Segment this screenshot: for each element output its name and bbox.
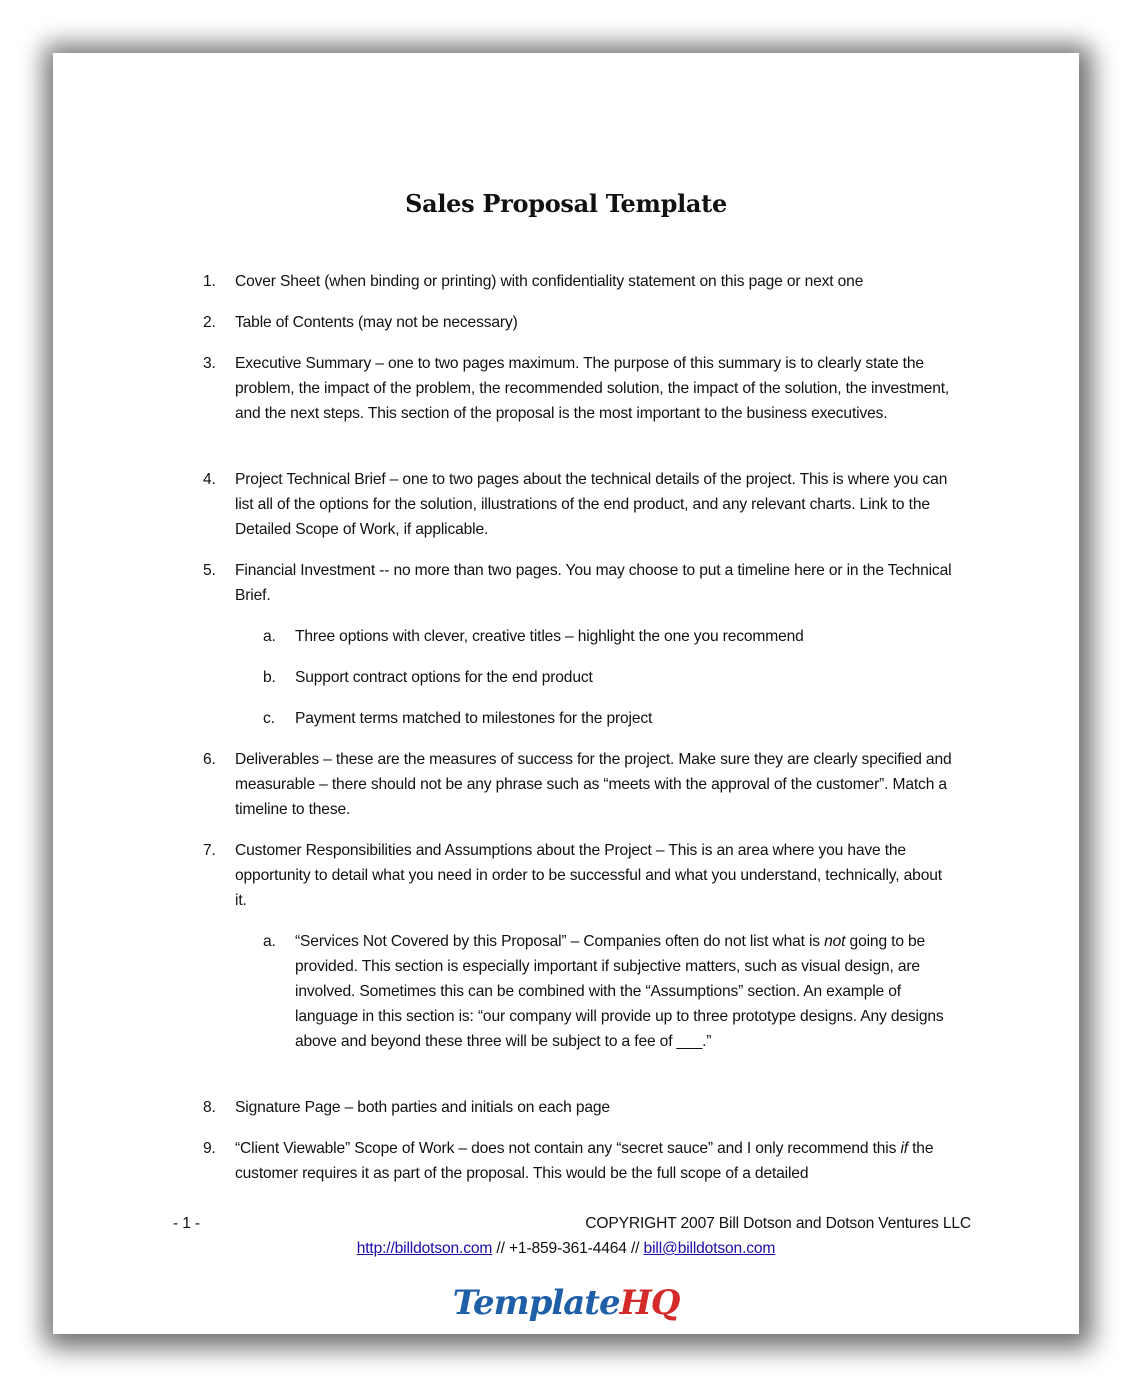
text-segment: “Services Not Covered by this Proposal” – Companies often do not list what is	[295, 933, 825, 950]
list-item-text	[235, 1136, 955, 1186]
document-title: Sales Proposal Template	[405, 189, 727, 218]
italic-emphasis: not	[824, 933, 846, 950]
list-item-number: 1.	[203, 273, 216, 290]
text-segment: “Client Viewable” Scope of Work – does not contain any “secret sauce” and I only recommend this	[235, 1140, 901, 1157]
sub-list-item-text: Three options with clever, creative titles – highlight the one you recommend	[295, 628, 804, 645]
logo-text-hq: HQ	[619, 1283, 680, 1323]
sub-list-item-letter: a.	[263, 628, 276, 645]
list-item-text: Executive Summary – one to two pages maximum. The purpose of this summary is to clearly state the problem, the impact of the problem, the recommended solution, the impact of the solution, the investment, and the next steps. This section of the proposal is the most important to the business executives.	[235, 355, 950, 422]
email-link[interactable]: bill@billdotson.com	[643, 1240, 776, 1257]
page-number: - 1 -	[173, 1215, 200, 1232]
logo-text-template: Template	[452, 1283, 620, 1323]
contact-line	[53, 1236, 1079, 1261]
sub-list-item-text: Payment terms matched to milestones for the project	[295, 710, 653, 727]
phone-text: // +1-859-361-4464 //	[492, 1240, 644, 1257]
list-item-number: 7.	[203, 842, 216, 859]
list-item-text: Cover Sheet (when binding or printing) with confidentiality statement on this page or next one	[235, 273, 864, 290]
sub-list-item-text	[295, 929, 957, 1054]
list-item-text: Deliverables – these are the measures of success for the project. Make sure they are clearly specified and measurable – there should not be any phrase such as “meets with the approval of the customer”. Match a timeline to these.	[235, 751, 952, 818]
list-item-number: 2.	[203, 314, 216, 331]
sub-list-item-letter: a.	[263, 933, 276, 950]
list-item-number: 6.	[203, 751, 216, 768]
website-link[interactable]: http://billdotson.com	[356, 1240, 493, 1257]
text-segment: the customer requires it as part of the proposal. This would be the full scope of a detailed	[235, 1140, 934, 1182]
copyright-notice: COPYRIGHT 2007 Bill Dotson and Dotson Ventures LLC	[585, 1215, 971, 1232]
templatehq-logo	[53, 1281, 1079, 1325]
list-item-text: Signature Page – both parties and initials on each page	[235, 1099, 610, 1116]
document-page	[53, 53, 1079, 1334]
text-segment: going to be provided. This section is especially important if subjective matters, such as visual design, are involved. Sometimes this can be combined with the “Assumptions” section. An example of language in this section is: “our company will provide up to three prototype designs. Any designs above and beyond these three will be subject to a fee of ___.”	[295, 933, 944, 1050]
list-item-number: 4.	[203, 471, 216, 488]
italic-emphasis: if	[900, 1140, 908, 1157]
list-item-text: Table of Contents (may not be necessary)	[235, 314, 518, 331]
list-item-number: 5.	[203, 562, 216, 579]
sub-list-item-letter: c.	[263, 710, 275, 727]
list-item-number: 8.	[203, 1099, 216, 1116]
sub-list-item-letter: b.	[263, 669, 276, 686]
list-item-text: Customer Responsibilities and Assumptions about the Project – This is an area where you have the opportunity to detail what you need in order to be successful and what you understand, technically, about it.	[235, 842, 942, 909]
list-item-text: Project Technical Brief – one to two pages about the technical details of the project. This is where you can list all of the options for the solution, illustrations of the end product, and any relevant charts. Link to the Detailed Scope of Work, if applicable.	[235, 471, 948, 538]
list-item-number: 9.	[203, 1140, 216, 1157]
list-item-number: 3.	[203, 355, 216, 372]
list-item-text: Financial Investment -- no more than two pages. You may choose to put a timeline here or in the Technical Brief.	[235, 562, 952, 604]
sub-list-item-text: Support contract options for the end product	[295, 669, 593, 686]
